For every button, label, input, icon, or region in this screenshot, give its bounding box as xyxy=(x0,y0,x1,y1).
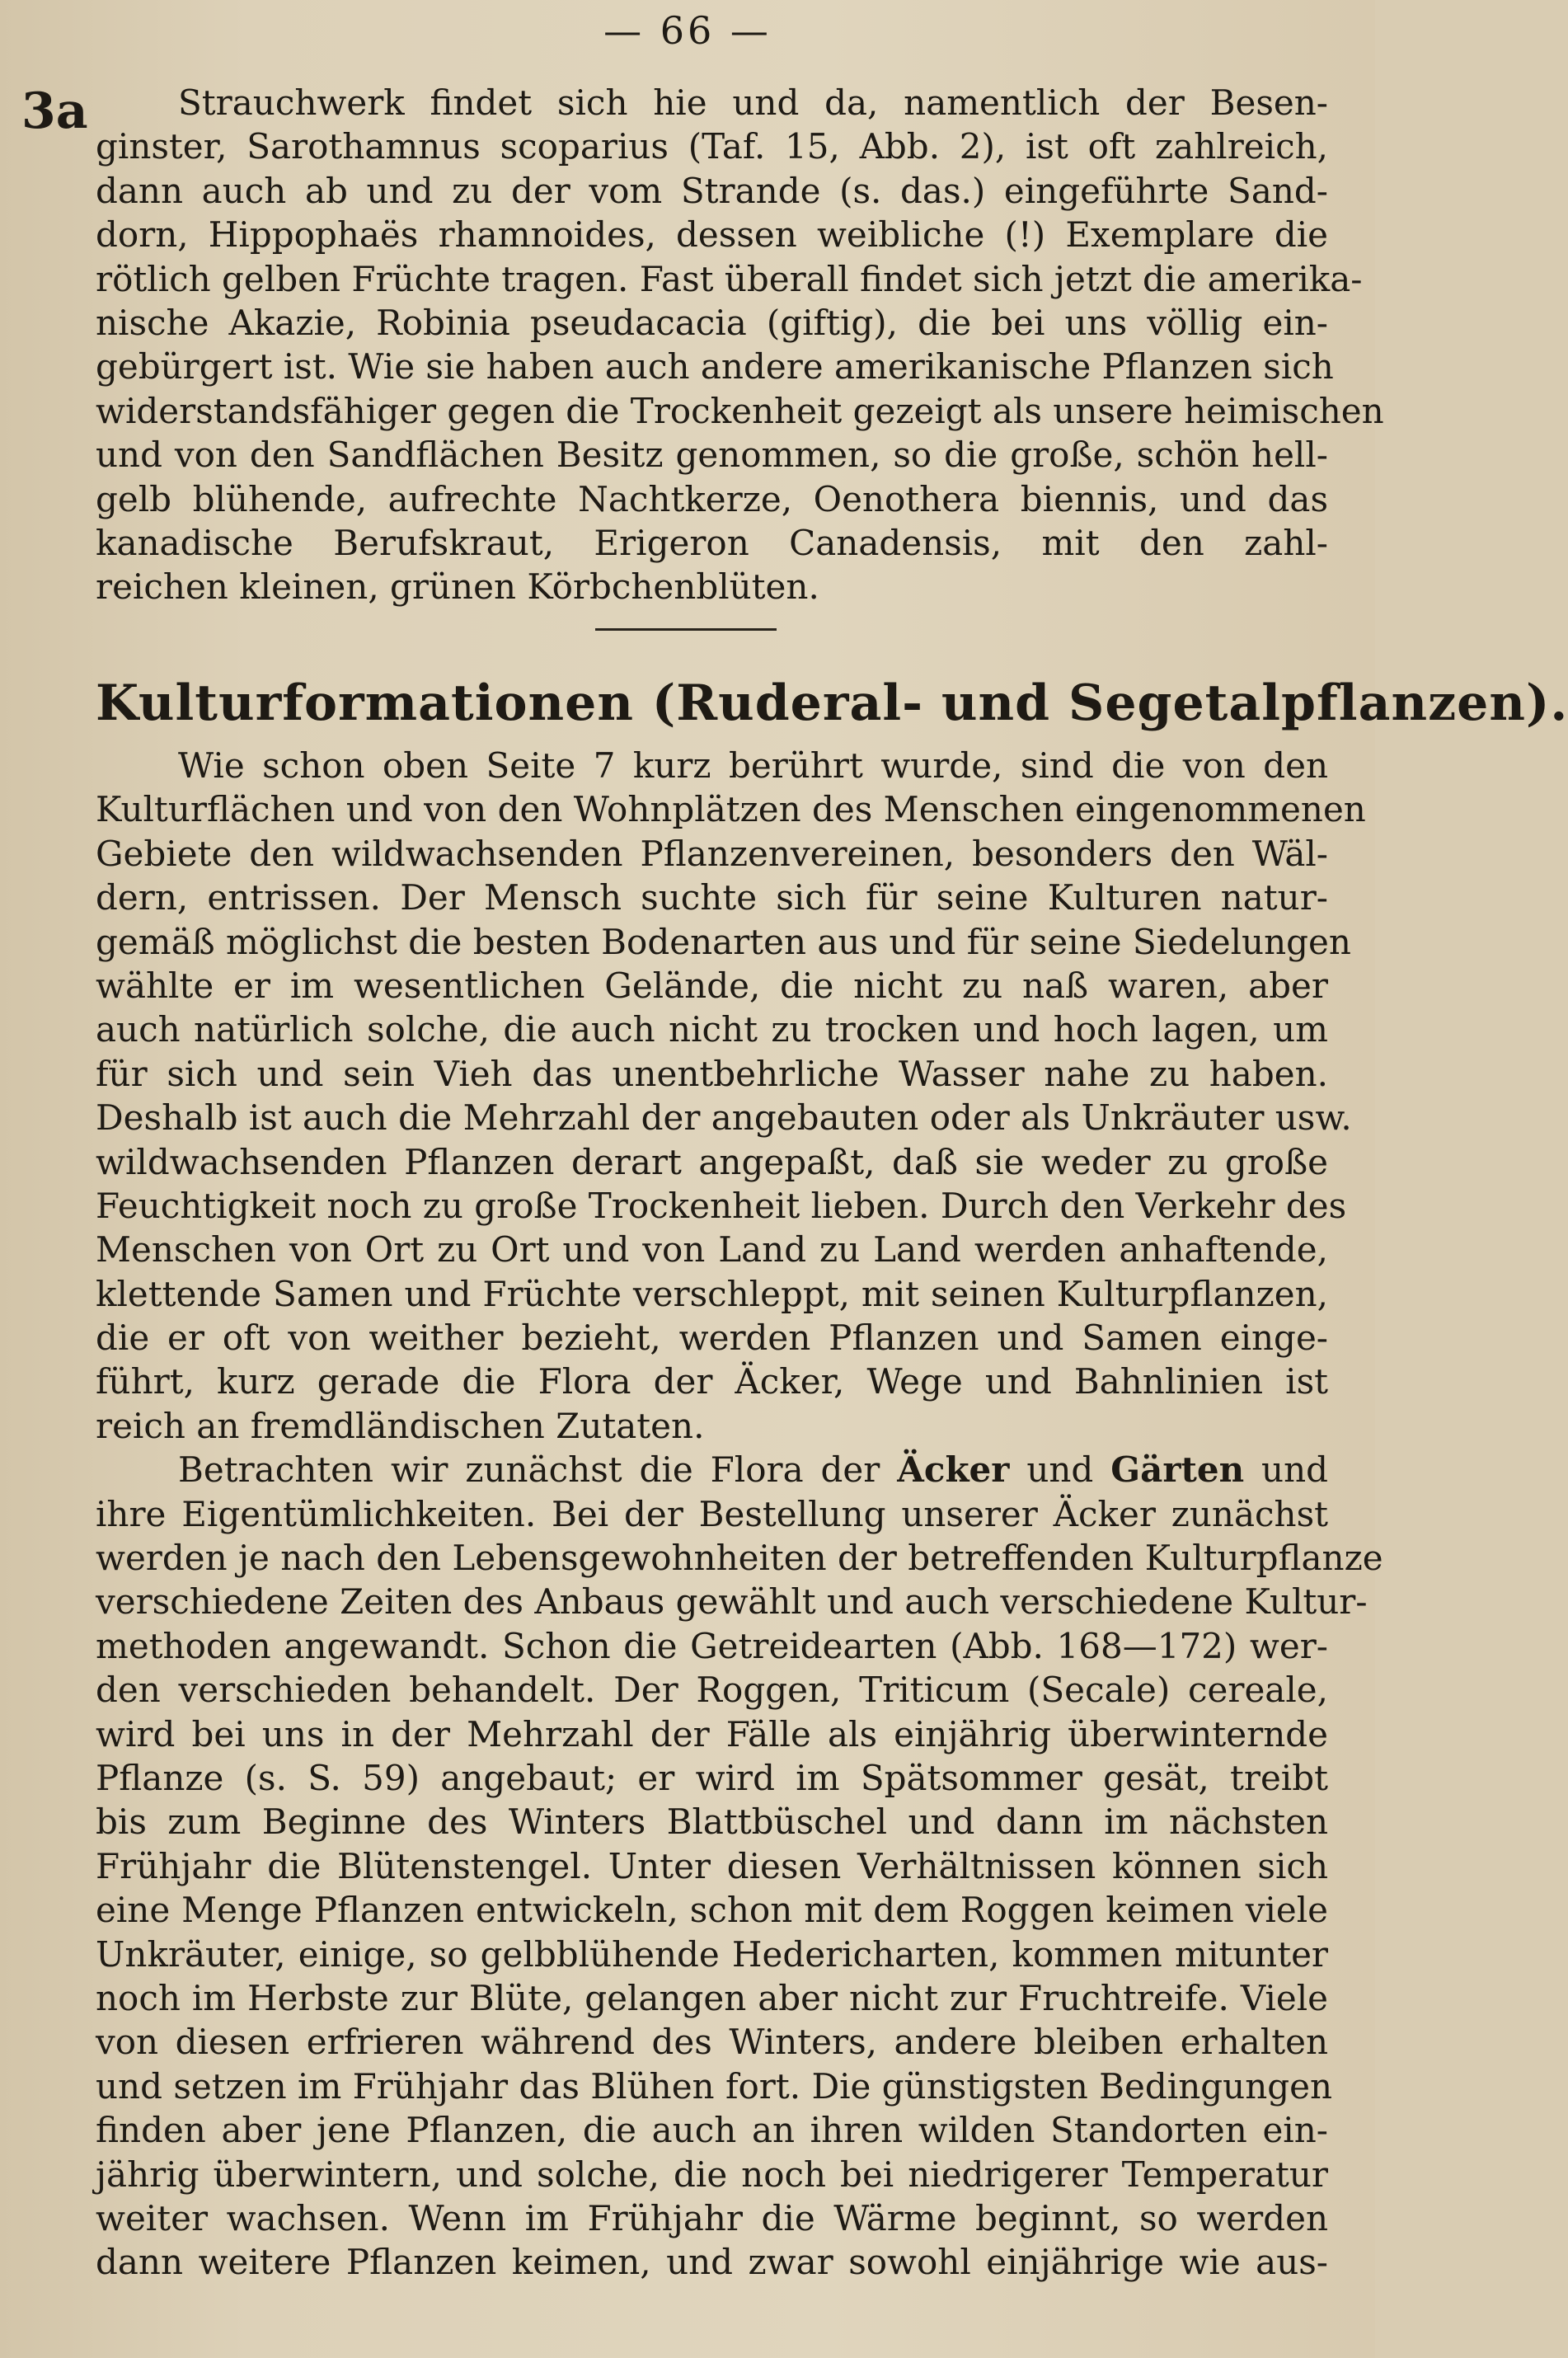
emphasized-term: Äcker xyxy=(897,1449,1010,1491)
text-line: Kulturflächen und von den Wohnplätzen des Menschen eingenommenen xyxy=(96,789,1366,830)
text-line: auch natürlich solche, die auch nicht zu trocken und hoch lagen, um xyxy=(96,1009,1328,1050)
text-line: Unkräuter, einige, so gelbblühende Hedericharten, kommen mitunter xyxy=(96,1933,1328,1975)
text-line: reichen kleinen, grünen Körbchenblüten. xyxy=(96,566,819,608)
text-span: und xyxy=(1244,1449,1329,1491)
text-line: dorn, Hippophaës rhamnoides, dessen weibliche (!) Exemplare die xyxy=(96,214,1328,256)
text-line: und von den Sandflächen Besitz genommen, so die große, schön hell- xyxy=(96,434,1328,476)
text-line: den verschieden behandelt. Der Roggen, Triticum (Secale) cereale, xyxy=(96,1670,1328,1711)
text-line: die er oft von weither bezieht, werden Pflanzen und Samen einge- xyxy=(96,1318,1328,1359)
text-line: weiter wachsen. Wenn im Frühjahr die Wärme beginnt, so werden xyxy=(96,2197,1328,2238)
text-line: gebürgert ist. Wie sie haben auch andere amerikanische Pflanzen sich xyxy=(96,346,1334,388)
emphasized-term: Gärten xyxy=(1110,1449,1245,1491)
text-line: dern, entrissen. Der Mensch suchte sich für seine Kulturen natur- xyxy=(96,877,1328,918)
paragraph-cultivation xyxy=(96,744,1383,2285)
text-line: Feuchtigkeit noch zu große Trockenheit lieben. Durch den Verkehr des xyxy=(96,1185,1347,1226)
text-line: bis zum Beginne des Winters Blattbüschel und dann im nächsten xyxy=(96,1801,1328,1843)
section-heading: Kulturformationen (Ruderal- und Segetalpflanzen). xyxy=(96,674,1568,732)
section-divider xyxy=(595,628,777,631)
text-line: dann auch ab und zu der vom Strande (s. das.) eingeführte Sand- xyxy=(96,170,1328,211)
text-line: Pflanze (s. S. 59) angebaut; er wird im Spätsommer gesät, treibt xyxy=(96,1757,1328,1798)
text-line: Menschen von Ort zu Ort und von Land zu Land werden anhaftende, xyxy=(96,1229,1328,1271)
text-line: Wie schon oben Seite 7 kurz berührt wurde, sind die von den xyxy=(178,745,1328,786)
text-line: ginster, Sarothamnus scoparius (Taf. 15, Abb. 2), ist oft zahlreich, xyxy=(96,126,1328,167)
text-span: Betrachten wir zunächst die Flora der xyxy=(178,1449,898,1491)
text-line: wird bei uns in der Mehrzahl der Fälle als einjährig überwinternde xyxy=(96,1713,1328,1754)
text-line: gelb blühende, aufrechte Nachtkerze, Oenothera biennis, und das xyxy=(96,478,1328,519)
text-line: noch im Herbste zur Blüte, gelangen aber nicht zur Fruchtreife. Viele xyxy=(96,1977,1328,2018)
paragraph-shrubs xyxy=(96,81,1384,609)
text-line: wählte er im wesentlichen Gelände, die nicht zu naß waren, aber xyxy=(96,965,1328,1006)
text-line: gemäß möglichst die besten Bodenarten aus und für seine Siedelungen xyxy=(96,921,1351,962)
text-line: Strauchwerk findet sich hie und da, namentlich der Besen- xyxy=(178,82,1328,123)
text-line: führt, kurz gerade die Flora der Äcker, Wege und Bahnlinien ist xyxy=(96,1361,1328,1402)
text-line: klettende Samen und Früchte verschleppt, mit seinen Kulturpflanzen, xyxy=(96,1273,1328,1314)
text-line: Gebiete den wildwachsenden Pflanzenvereinen, besonders den Wäl- xyxy=(96,833,1328,874)
text-line: kanadische Berufskraut, Erigeron Canadensis, mit den zahl- xyxy=(96,522,1328,563)
text-line: verschiedene Zeiten des Anbaus gewählt und auch verschiedene Kultur- xyxy=(96,1581,1368,1623)
text-line: wildwachsenden Pflanzen derart angepaßt, daß sie weder zu große xyxy=(96,1141,1328,1182)
text-line: finden aber jene Pflanzen, die auch an ihren wilden Standorten ein- xyxy=(96,2110,1328,2151)
text-line: reich an fremdländischen Zutaten. xyxy=(96,1405,705,1446)
text-line: für sich und sein Vieh das unentbehrliche Wasser nahe zu haben. xyxy=(96,1053,1328,1094)
text-line: von diesen erfrieren während des Winters, andere bleiben erhalten xyxy=(96,2022,1328,2063)
text-line: Frühjahr die Blütenstengel. Unter diesen Verhältnissen können sich xyxy=(96,1845,1328,1886)
text-line: werden je nach den Lebensgewohnheiten der betreffenden Kulturpflanze xyxy=(96,1538,1383,1579)
text-line: jährig überwintern, und solche, die noch bei niedrigerer Temperatur xyxy=(96,2154,1328,2195)
text-line: eine Menge Pflanzen entwickeln, schon mit dem Roggen keimen viele xyxy=(96,1890,1328,1931)
text-line: widerstandsfähiger gegen die Trockenheit gezeigt als unsere heimischen xyxy=(96,390,1384,431)
text-line: nische Akazie, Robinia pseudacacia (giftig), die bei uns völlig ein- xyxy=(96,302,1328,343)
page-number: — 66 — xyxy=(603,8,772,53)
text-line xyxy=(96,1448,1328,1491)
text-line: rötlich gelben Früchte tragen. Fast überall findet sich jetzt die amerika- xyxy=(96,258,1363,299)
text-line: dann weitere Pflanzen keimen, und zwar sowohl einjährige wie aus- xyxy=(96,2242,1328,2283)
text-line: und setzen im Frühjahr das Blühen fort. Die günstigsten Bedingungen xyxy=(96,2065,1333,2107)
text-span: und xyxy=(1009,1449,1111,1491)
section-marker: 3a xyxy=(21,82,88,140)
text-line: methoden angewandt. Schon die Getreidearten (Abb. 168—172) wer- xyxy=(96,1625,1328,1666)
text-line: ihre Eigentümlichkeiten. Bei der Bestellung unserer Äcker zunächst xyxy=(96,1493,1328,1534)
text-line: Deshalb ist auch die Mehrzahl der angebauten oder als Unkräuter usw. xyxy=(96,1097,1352,1139)
